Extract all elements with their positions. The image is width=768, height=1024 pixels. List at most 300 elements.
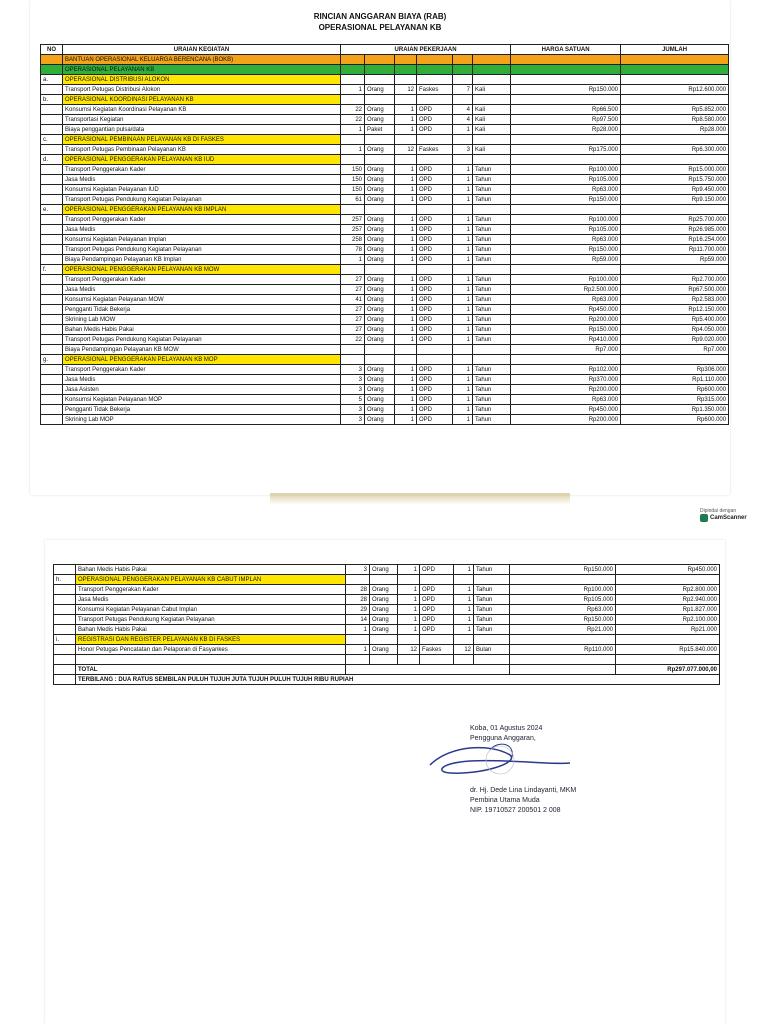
unit-1: Orang <box>365 235 395 245</box>
table-row <box>54 595 720 605</box>
item-label: Konsumsi Kegiatan Koordinasi Pelayanan KB <box>63 105 341 115</box>
unit-price: Rp102.000 <box>511 365 621 375</box>
section-label: OPERASIONAL KOORDINASI PELAYANAN KB <box>63 95 341 105</box>
empty-cell <box>616 575 720 585</box>
amount: Rp15.750.000 <box>621 175 729 185</box>
row-number <box>41 185 63 195</box>
qty-3: 1 <box>453 315 473 325</box>
table-row <box>41 165 729 175</box>
empty-cell <box>398 655 420 665</box>
unit-3: Tahun <box>473 385 511 395</box>
empty-cell <box>398 635 420 645</box>
table-row <box>41 315 729 325</box>
row-number <box>41 395 63 405</box>
unit-3: Tahun <box>473 315 511 325</box>
item-label: Transport Petugas Pendukung Kegiatan Pelayanan <box>63 335 341 345</box>
qty-1: 29 <box>346 605 370 615</box>
amount: Rp1.110.000 <box>621 375 729 385</box>
empty-cell <box>395 95 417 105</box>
empty-cell <box>76 655 346 665</box>
unit-2: OPD <box>420 565 454 575</box>
table-row <box>54 615 720 625</box>
item-label: Pengganti Tidak Bekerja <box>63 405 341 415</box>
unit-price: Rp21.000 <box>510 625 616 635</box>
signature-role: Pengguna Anggaran, <box>470 735 536 742</box>
empty-cell <box>395 65 417 75</box>
qty-2: 1 <box>395 195 417 205</box>
item-label: Jasa Medis <box>63 225 341 235</box>
qty-3: 7 <box>453 85 473 95</box>
qty-1: 27 <box>341 285 365 295</box>
section-number: b. <box>41 95 63 105</box>
amount: Rp2.800.000 <box>616 585 720 595</box>
unit-1: Orang <box>370 605 398 615</box>
section-row <box>41 75 729 85</box>
table-row <box>54 565 720 575</box>
qty-2: 12 <box>395 145 417 155</box>
empty-cell <box>474 655 510 665</box>
qty-2: 1 <box>395 115 417 125</box>
row-number <box>41 145 63 155</box>
unit-3: Tahun <box>474 595 510 605</box>
unit-price: Rp450.000 <box>511 405 621 415</box>
unit-price: Rp105.000 <box>511 175 621 185</box>
qty-2: 1 <box>395 335 417 345</box>
empty-cell <box>417 355 453 365</box>
unit-price: Rp110.000 <box>510 645 616 655</box>
unit-2: OPD <box>417 365 453 375</box>
qty-2: 1 <box>395 175 417 185</box>
section-number: f. <box>41 265 63 275</box>
unit-1: Orang <box>365 405 395 415</box>
unit-price: Rp200.000 <box>511 315 621 325</box>
empty-cell <box>621 205 729 215</box>
unit-1: Orang <box>370 585 398 595</box>
qty-3 <box>453 345 473 355</box>
rab-table-page-1 <box>40 44 729 425</box>
unit-2: OPD <box>417 225 453 235</box>
qty-2: 1 <box>395 305 417 315</box>
item-label: Biaya Pendampingan Pelayanan KB MOW <box>63 345 341 355</box>
item-label: Jasa Asisten <box>63 385 341 395</box>
unit-2: OPD <box>417 245 453 255</box>
qty-2: 1 <box>398 585 420 595</box>
unit-3: Tahun <box>473 395 511 405</box>
qty-1: 1 <box>341 85 365 95</box>
amount: Rp28.000 <box>621 125 729 135</box>
table-row <box>41 225 729 235</box>
row-number <box>41 345 63 355</box>
item-label: Skrining Lab MOW <box>63 315 341 325</box>
row-number <box>54 595 76 605</box>
amount: Rp306.000 <box>621 365 729 375</box>
empty-cell <box>395 135 417 145</box>
unit-2: OPD <box>417 195 453 205</box>
qty-2: 1 <box>395 325 417 335</box>
empty-cell <box>511 65 621 75</box>
empty-cell <box>616 635 720 645</box>
unit-price: Rp100.000 <box>510 585 616 595</box>
item-label: Transport Penggerakan Kader <box>63 365 341 375</box>
section-row <box>41 265 729 275</box>
table-row <box>41 325 729 335</box>
qty-3: 1 <box>453 385 473 395</box>
qty-1: 22 <box>341 335 365 345</box>
unit-3: Tahun <box>473 225 511 235</box>
unit-2: OPD <box>417 215 453 225</box>
section-row <box>41 355 729 365</box>
table-row <box>41 115 729 125</box>
qty-1: 3 <box>341 405 365 415</box>
empty-cell <box>453 95 473 105</box>
empty-cell <box>453 155 473 165</box>
unit-3 <box>473 345 511 355</box>
unit-1: Orang <box>365 175 395 185</box>
empty-cell <box>365 95 395 105</box>
unit-3: Tahun <box>473 305 511 315</box>
unit-3: Kali <box>473 115 511 125</box>
amount: Rp12.600.000 <box>621 85 729 95</box>
qty-3: 1 <box>453 255 473 265</box>
empty-cell <box>417 135 453 145</box>
empty-cell <box>341 75 365 85</box>
row-number <box>41 375 63 385</box>
qty-3: 1 <box>453 365 473 375</box>
section-label: OPERASIONAL PENGGERAKAN PELAYANAN KB IMPLAN <box>63 205 341 215</box>
qty-2: 1 <box>395 415 417 425</box>
row-number <box>41 315 63 325</box>
document-title: RINCIAN ANGGARAN BIAYA (RAB) <box>313 12 447 21</box>
unit-1: Orang <box>365 275 395 285</box>
qty-1: 3 <box>341 365 365 375</box>
qty-3: 4 <box>453 105 473 115</box>
empty-cell <box>341 55 365 65</box>
empty-cell <box>473 205 511 215</box>
empty-cell <box>365 265 395 275</box>
unit-1: Orang <box>370 565 398 575</box>
section-row <box>41 205 729 215</box>
qty-1: 28 <box>346 585 370 595</box>
amount: Rp16.254.000 <box>621 235 729 245</box>
header-harga-satuan: HARGA SATUAN <box>511 45 621 55</box>
unit-1: Orang <box>365 285 395 295</box>
amount: Rp9.450.000 <box>621 185 729 195</box>
amount: Rp15.840.000 <box>616 645 720 655</box>
qty-2: 1 <box>398 625 420 635</box>
row-number <box>41 285 63 295</box>
unit-3: Tahun <box>473 235 511 245</box>
amount: Rp2.100.000 <box>616 615 720 625</box>
unit-1: Orang <box>365 395 395 405</box>
section-row <box>41 155 729 165</box>
unit-1: Orang <box>365 295 395 305</box>
item-label: Transport Penggerakan Kader <box>76 585 346 595</box>
page-1 <box>30 0 730 495</box>
unit-1: Orang <box>370 615 398 625</box>
empty-cell <box>365 135 395 145</box>
qty-1: 61 <box>341 195 365 205</box>
empty-cell <box>395 355 417 365</box>
handwritten-signature <box>420 735 580 785</box>
unit-2: OPD <box>417 125 453 135</box>
empty-cell <box>341 355 365 365</box>
qty-1: 27 <box>341 315 365 325</box>
empty-cell <box>370 575 398 585</box>
amount: Rp8.580.000 <box>621 115 729 125</box>
empty-cell <box>417 205 453 215</box>
qty-1: 257 <box>341 225 365 235</box>
item-label: Honor Petugas Pencatatan dan Pelaporan di Fasyankes <box>76 645 346 655</box>
qty-3: 1 <box>453 195 473 205</box>
qty-2: 1 <box>395 285 417 295</box>
unit-1: Orang <box>370 645 398 655</box>
terbilang-text: TERBILANG : DUA RATUS SEMBILAN PULUH TUJUH JUTA TUJUH PULUH TUJUH RIBU RUPIAH <box>76 675 720 685</box>
qty-2: 1 <box>395 375 417 385</box>
qty-3: 4 <box>453 115 473 125</box>
total-value: Rp297.077.000,00 <box>616 665 720 675</box>
table-row <box>41 85 729 95</box>
unit-3: Tahun <box>473 245 511 255</box>
qty-2: 12 <box>398 645 420 655</box>
qty-1: 1 <box>346 625 370 635</box>
item-label: Konsumsi Kegiatan Pelayanan Implan <box>63 235 341 245</box>
table-row <box>54 585 720 595</box>
unit-3: Tahun <box>474 585 510 595</box>
row-number <box>54 565 76 575</box>
unit-3: Tahun <box>473 215 511 225</box>
unit-price: Rp200.000 <box>511 385 621 395</box>
qty-2: 1 <box>395 275 417 285</box>
empty-cell <box>454 635 474 645</box>
empty-cell <box>473 75 511 85</box>
amount: Rp4.050.000 <box>621 325 729 335</box>
qty-1: 5 <box>341 395 365 405</box>
empty-cell <box>365 205 395 215</box>
unit-1: Orang <box>365 195 395 205</box>
unit-price: Rp63.000 <box>511 185 621 195</box>
unit-1: Orang <box>365 145 395 155</box>
signature-rank: Pembina Utama Muda <box>470 797 540 804</box>
unit-price: Rp63.000 <box>511 235 621 245</box>
unit-3: Tahun <box>474 605 510 615</box>
qty-1: 150 <box>341 165 365 175</box>
row-number <box>41 245 63 255</box>
unit-3: Tahun <box>473 165 511 175</box>
unit-3: Tahun <box>474 565 510 575</box>
item-label: Transport Petugas Pendukung Kegiatan Pelayanan <box>63 245 341 255</box>
empty-cell <box>621 355 729 365</box>
table-row <box>41 175 729 185</box>
unit-3: Tahun <box>473 415 511 425</box>
empty-cell <box>511 265 621 275</box>
row-number <box>41 325 63 335</box>
amount: Rp600.000 <box>621 415 729 425</box>
qty-3: 1 <box>453 125 473 135</box>
empty-cell <box>417 65 453 75</box>
row-number <box>41 365 63 375</box>
qty-3: 3 <box>453 145 473 155</box>
item-label: Konsumsi Kegiatan Pelayanan MOW <box>63 295 341 305</box>
section-row <box>54 575 720 585</box>
table-row <box>41 405 729 415</box>
unit-price: Rp150.000 <box>510 565 616 575</box>
qty-3: 1 <box>453 335 473 345</box>
item-label: Biaya penggantian pulsa/data <box>63 125 341 135</box>
qty-2: 1 <box>395 365 417 375</box>
table-row <box>41 305 729 315</box>
row-number <box>41 255 63 265</box>
qty-3: 1 <box>453 295 473 305</box>
empty-cell <box>395 265 417 275</box>
unit-3: Tahun <box>473 255 511 265</box>
qty-3: 1 <box>453 405 473 415</box>
empty-cell <box>473 65 511 75</box>
empty-cell <box>473 155 511 165</box>
empty-cell <box>621 55 729 65</box>
amount: Rp450.000 <box>616 565 720 575</box>
qty-2: 1 <box>395 295 417 305</box>
unit-price: Rp59.000 <box>511 255 621 265</box>
table-row <box>41 275 729 285</box>
unit-price: Rp150.000 <box>510 615 616 625</box>
empty-cell <box>510 655 616 665</box>
qty-1: 150 <box>341 185 365 195</box>
qty-3: 1 <box>453 375 473 385</box>
amount: Rp7.000 <box>621 345 729 355</box>
empty-cell <box>473 135 511 145</box>
unit-1: Orang <box>365 365 395 375</box>
item-label: Transport Petugas Pendukung Kegiatan Pelayanan <box>63 195 341 205</box>
section-label: OPERASIONAL PENGGERAKAN PELAYANAN KB MOP <box>63 355 341 365</box>
row-number <box>41 235 63 245</box>
qty-2 <box>395 345 417 355</box>
signature-place-date: Koba, 01 Agustus 2024 <box>470 725 543 732</box>
camscanner-brand <box>700 514 768 522</box>
item-label: Transport Penggerakan Kader <box>63 215 341 225</box>
qty-1: 1 <box>341 255 365 265</box>
unit-price: Rp100.000 <box>511 215 621 225</box>
unit-1: Paket <box>365 125 395 135</box>
qty-1 <box>341 345 365 355</box>
empty-cell <box>365 65 395 75</box>
unit-1: Orang <box>365 255 395 265</box>
empty-cell <box>365 155 395 165</box>
row-number <box>41 405 63 415</box>
unit-2: OPD <box>417 165 453 175</box>
table-row <box>41 245 729 255</box>
unit-price: Rp2.500.000 <box>511 285 621 295</box>
empty-cell <box>341 155 365 165</box>
row-number <box>41 125 63 135</box>
unit-2: OPD <box>417 335 453 345</box>
empty-cell <box>453 65 473 75</box>
empty-cell <box>511 155 621 165</box>
item-label: Konsumsi Kegiatan Pelayanan IUD <box>63 185 341 195</box>
unit-1: Orang <box>365 85 395 95</box>
empty-cell <box>473 355 511 365</box>
unit-1: Orang <box>365 305 395 315</box>
empty-cell <box>621 95 729 105</box>
empty-cell <box>453 265 473 275</box>
qty-1: 28 <box>346 595 370 605</box>
row-number <box>41 65 63 75</box>
unit-3: Kali <box>473 125 511 135</box>
unit-2: OPD <box>420 615 454 625</box>
qty-2: 1 <box>395 245 417 255</box>
unit-price: Rp450.000 <box>511 305 621 315</box>
section-number: d. <box>41 155 63 165</box>
qty-1: 41 <box>341 295 365 305</box>
table-row <box>41 415 729 425</box>
qty-2: 1 <box>398 605 420 615</box>
section-label: OPERASIONAL PEMBINAAN PELAYANAN KB DI FASKES <box>63 135 341 145</box>
row-number <box>54 645 76 655</box>
unit-price: Rp200.000 <box>511 415 621 425</box>
section-label: OPERASIONAL PENGGERAKAN PELAYANAN KB CABUT IMPLAN <box>76 575 346 585</box>
table-row <box>41 395 729 405</box>
empty-cell <box>511 55 621 65</box>
empty-cell <box>395 55 417 65</box>
unit-2: OPD <box>420 595 454 605</box>
unit-2: OPD <box>420 625 454 635</box>
unit-price: Rp63.000 <box>511 395 621 405</box>
empty-cell <box>341 205 365 215</box>
table-row <box>54 605 720 615</box>
header-uraian-kegiatan: URAIAN KEGIATAN <box>63 45 341 55</box>
empty-cell <box>474 575 510 585</box>
amount: Rp2.700.000 <box>621 275 729 285</box>
qty-3: 1 <box>453 245 473 255</box>
header-uraian-pekerjaan: URAIAN PEKERJAAN <box>341 45 511 55</box>
empty-cell <box>346 665 510 675</box>
empty-cell <box>417 55 453 65</box>
unit-price: Rp100.000 <box>511 165 621 175</box>
qty-2: 1 <box>398 565 420 575</box>
unit-price: Rp175.000 <box>511 145 621 155</box>
qty-1: 22 <box>341 115 365 125</box>
qty-3: 1 <box>453 415 473 425</box>
amount: Rp21.000 <box>616 625 720 635</box>
empty-cell <box>420 655 454 665</box>
row-number <box>41 305 63 315</box>
table-row <box>41 285 729 295</box>
qty-3: 1 <box>454 585 474 595</box>
empty-cell <box>454 655 474 665</box>
item-label: Transport Petugas Pembinaan Pelayanan KB <box>63 145 341 155</box>
amount: Rp6.300.000 <box>621 145 729 155</box>
table-row <box>41 105 729 115</box>
item-label: Bahan Medis Habis Pakai <box>63 325 341 335</box>
unit-2: OPD <box>417 285 453 295</box>
unit-price: Rp410.000 <box>511 335 621 345</box>
unit-price: Rp100.000 <box>511 275 621 285</box>
empty-cell <box>341 95 365 105</box>
qty-1: 3 <box>341 385 365 395</box>
qty-2: 12 <box>395 85 417 95</box>
row-number <box>41 85 63 95</box>
qty-2: 1 <box>395 255 417 265</box>
unit-1 <box>365 345 395 355</box>
unit-2: OPD <box>420 605 454 615</box>
empty-cell <box>511 355 621 365</box>
row-number <box>41 105 63 115</box>
empty-cell <box>370 635 398 645</box>
total-row <box>54 665 720 675</box>
qty-2: 1 <box>395 395 417 405</box>
unit-1: Orang <box>365 185 395 195</box>
empty-cell <box>454 575 474 585</box>
unit-3: Bulan <box>474 645 510 655</box>
